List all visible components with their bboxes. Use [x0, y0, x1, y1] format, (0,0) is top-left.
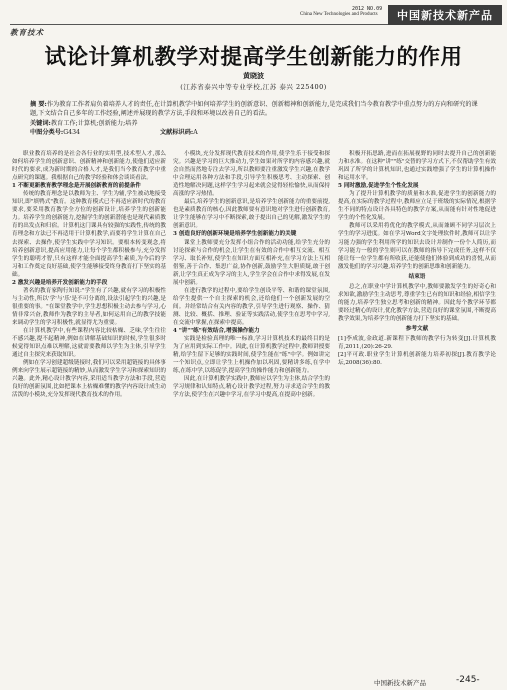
body-paragraph: 小模块,充分发挥现代教育技术的作用,使学生乐于接受和探究。兴趣是学习的巨大推动力,学生如果对所学的内容感兴趣,就会自然而然地专注去学习,所以教师要注重激发学生兴趣,在教学中合理运用各种方法和手段,引导学生积极思考、主动探索、创造性地解决问题,这样学生学习起来就会觉得轻松愉快,从而保持高涨的学习热情。	[173, 151, 330, 198]
issue-number: 2012 NO.09	[352, 6, 383, 12]
body-paragraph: 为了提升计算机教学的质量和水准,促进学生的创新能力的提高,在实际的教学过程中,教师应立足于班级的实际情况,根据学生不同的特点设计各具特色的教学方案,从而能有针对性地促进学生的个性化发展。	[338, 191, 496, 222]
journal-english-title: China New Technologies and Products	[300, 12, 378, 17]
body-paragraph: 职业教育培养的是社会各行业的实用型,技术型人才,那么如何培养学生的创新意识、创新精神和创新能力,使他们适应新时代的要求,成为新时期的合格人才,是我们当今教育教学中重点研究的课题。我根据自己的教学经验和体会谈谈看法。	[12, 151, 166, 182]
body-paragraph: 传统的教育理念是以教师为主、学生为辅,学生被动地接受知识,即"填鸭式"教育。这种教育模式已不再适应新时代的教育要求,要采用教育教学全方位的创新设计,培养学生的创新能力。培养学生的创新能力,挖掘学生的创新潜能也是现代素质教育的出发点和归宿。计算机这门课具有较强的实践性,传统的教育理念和方法已不再适用于计算机教学,而要将学生计算在自己去探索、去操作,使学生实践中学习知识。要根本转变观念,将培养创新意识,提高应用能力,让每个学生都积极参与,充分发挥学生的聪明才智,只有这样才能全面提高学生素质,为今后的学习和工作奠定良好基础,使学生能够接受终身教育打下坚实的基础。	[12, 191, 166, 278]
doc-code: A	[193, 129, 198, 136]
body-paragraph: 总之,在职业中学计算机教学中,教师要激发学生的好奇心和求知欲,激励学生主动思考,尊重学生已有的知识和经验,相信学生的能力,培养学生独立思考和创新的精神。因此每个教学环节都要经过精心的设计,优化教学方法,营造良好的课堂氛围,不断提高教学效果,为培养学生的创新能力打下坚实的基础。	[338, 283, 496, 322]
body-paragraph: 积极开拓思路,进而在拓展视野的同时去提升自己的创新能力和水准。在这种"讲""练"交替的学习方式下,不仅帮助学生有效巩固了所学的计算机知识,也通过实践增强了学生的计算机操作和运用水平。	[338, 151, 496, 182]
section-heading: 4 "讲""练"有效结合,增强操作能力	[173, 328, 260, 335]
body-column-2	[173, 150, 330, 648]
abstract-label: 摘 要:	[30, 101, 47, 108]
reference-item: [1]李成波,金政道.新课程下教师的教学行为转变[J].计算机教育,2011,(20):26-29.	[338, 336, 496, 351]
body-paragraph: 实践是检验真理的唯一标准,学习计算机技术的最终目的是为了应用到实际工作中。因此,在计算机教学过程中,教师讲授要精,给学生留下足够的实践时间,使学生能在"练"中学。例如讲完一个知识点,立即让学生上机操作加以巩固,要精讲多练,在学中练,在练中学,以练促学,提高学生的操作能力和创新能力。	[173, 336, 330, 375]
clc-label: 中图分类号:	[30, 129, 64, 136]
section-heading: 2 激发兴趣是培养开发创新能力的手段	[12, 279, 108, 286]
clc-code: G434	[63, 129, 80, 136]
reference-item: [2]平可政.职业学生计算机创新能力培养初探[J].教育教学论坛,2008(36):80.	[338, 352, 496, 367]
body-paragraph: 在计算机教学中,有些课程内容比较枯燥、乏味,学生往往不感兴趣,提不起精神,例如在讲解基础知识的时候,学生很多时候觉得知识点难以理解,这就需要教师以学生为主体,引导学生通过自主探究来获取知识。	[12, 328, 166, 359]
section-heading: 3 创造良好的创新环境是培养学生创新能力的关键	[173, 231, 297, 238]
abstract	[30, 100, 480, 118]
abstract-text: 作为教育工作者肩负着培养人才的责任,在计算机教学中如何培养学生的创新意识、创新精神和创新能力,是完成我们当今教育教学中重点努力的方向和研究的课题,下文结合自己多年的工作经验,阐述并展现的教学方法,手段和环境以改善自己的看法。	[30, 101, 478, 117]
body-paragraph: 例如在学习创建超级链接时,我们可以采用超链接的具体事例来向学生展示超链接的精妙,从而激发学生学习和探索知识的兴趣。此外,精心设计教学内容,采用适当教学方法和手段,营造良好的创新氛围,比如把课本上枯燥难懂的教学内容设计成生动活泼的小模块,充分发挥现代教育技术的作用。	[12, 360, 166, 399]
body-paragraph: 教师可以采用将优化的教学模式,从而兼顾不同学习层次上学生的学习进度。如在学习Word文字处理软件时,教师可以让学习能力强的学生利用所学的知识去设计并制作一份个人简历,而学习能力一般的学生则可以在教师的指导下完成任务,这样不仅能让每一位学生都有所收获,还能使他们体验到成功的喜悦,从而激发他们的学习兴趣,培养学生的创新思维和创新能力。	[338, 223, 496, 270]
section-heading: 5 同时激励,促进学生个性化发展	[338, 183, 419, 190]
keywords-label: 关键词:	[30, 120, 51, 127]
article-title: 试论计算机教学对提高学生创新能力的作用	[44, 45, 463, 70]
journal-banner: 中国新技术新产品	[388, 5, 502, 25]
body-column-1	[12, 150, 166, 648]
body-paragraph: 最后,培养学生的创新意识,是培养学生创新能力的重要前提,也是素质教育的核心,因此教师要有意识地对学生进行创新教育,让学生能够在学习中不断探索,敢于提出自己的见解,激发学生的创新意识。	[173, 199, 330, 230]
footer-journal: 中国新技术新产品	[374, 679, 426, 687]
author-affiliation: (江苏省泰兴中等专业学校,江苏 泰兴 225400)	[180, 83, 327, 91]
section-heading: 1 不断更新教育教学理念是开展创新教育的前提条件	[12, 183, 141, 190]
author-name: 黄晓波	[243, 71, 264, 80]
doc-code-label: 文献标识码:	[160, 129, 194, 136]
keywords-text: 教育工作;计算机;创新能力;培养	[50, 120, 138, 127]
header-rule	[10, 24, 388, 25]
centered-heading: 参考文献	[405, 325, 429, 332]
classification	[30, 127, 480, 136]
page-number: -245-	[456, 675, 480, 685]
centered-heading: 结束语	[408, 273, 426, 280]
section-label: 教育技术	[10, 28, 44, 37]
body-paragraph: 因此,在计算机教学实践中,教师应以学生为主体,结合学生的学习规律和认知特点,精心设计教学过程,努力寻求适合学生的教学方法,使学生在兴趣中学习,在学习中提高,在提高中创新。	[173, 376, 330, 399]
body-paragraph: 在进行教学的过程中,要给学生创设平等、和谐的课堂氛围,给学生提供一个自主探索的机会,还给他们一个创新发展的空间。并经常结合有关内容的教学,引导学生进行观察、操作、猜测、比较、概括、推理、验证等实践活动,使学生在思考中学习,在交流中掌握,在探索中提高。	[173, 287, 330, 326]
body-paragraph: 著名的教育家陶行知说:"学生有了兴趣,就有学习的积极性与主动性,所以'学'与'乐'是不可分离的,设法引起学生的兴趣,是很重要的事。"在课堂教学中,学生思想积极主动去参与学习,心情非常兴奋,教师作为教学的主导者,如何运用自己的教学技能来调动学生的学习积极性,就显得尤为重要。	[12, 287, 166, 326]
body-column-3	[338, 150, 496, 648]
body-paragraph: 课堂上教师要充分发挥小组合作的活动功能,给学生充分的讨论探索与合作的机会,让学生在有效的合作中相互交流、相互学习、取长补短,使学生在知识方面互相补充,在学习方法上互相借鉴,善于合作、集思广益,协作创新,鼓励学生大胆质疑,敢于创新,让学生真正成为学习的主人,学生学会在合作中求得发展,在发展中创新。	[173, 239, 330, 286]
keywords	[30, 118, 480, 127]
